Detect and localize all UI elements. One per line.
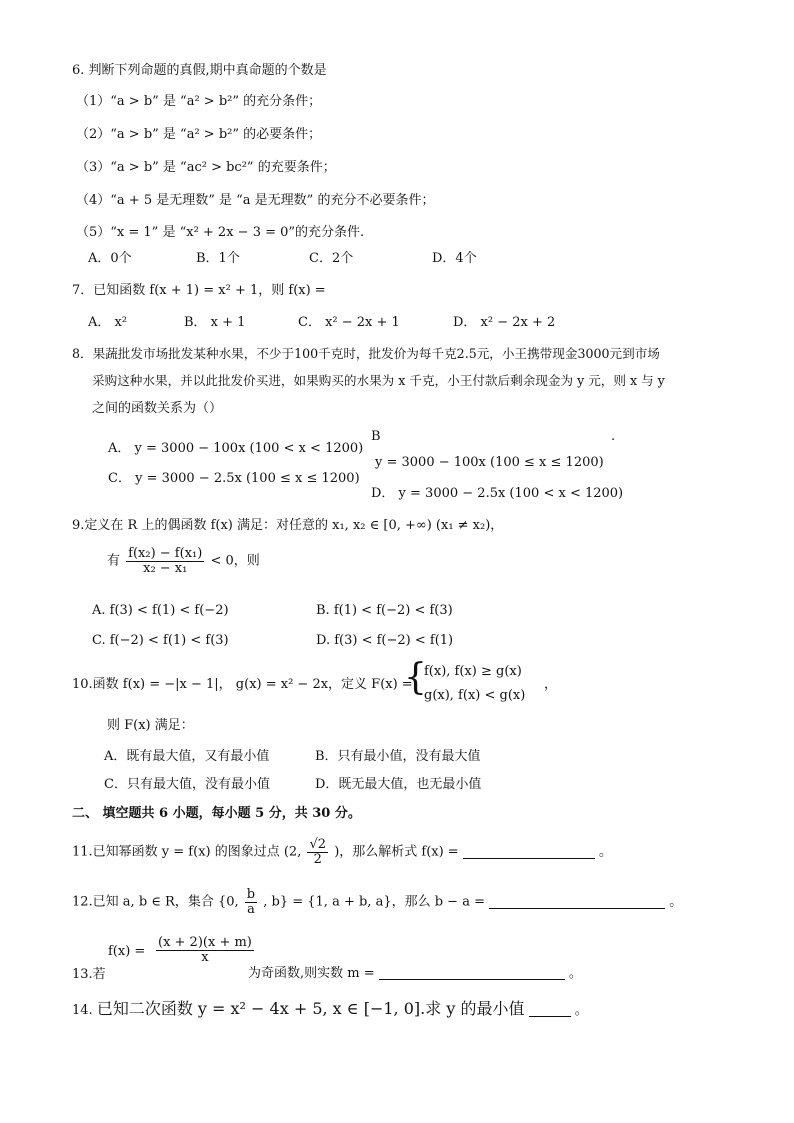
- q13-frac-den: x: [201, 949, 209, 965]
- q6-item-1: （1）“a > b” 是 “a² > b²” 的充分条件；: [76, 94, 322, 109]
- q10-option-d: D．既无最大值，也无最小值: [315, 777, 482, 792]
- q8-line-3: 之间的函数关系为（）: [92, 401, 223, 416]
- q10-option-c: C．只有最大值，没有最小值: [104, 777, 270, 792]
- q8-line-2: 采购这种水果，并以此批发价买进，如果购买的水果为 x 千克，小王付款后剩余现金为 y 元，则 x 与 y: [92, 373, 665, 388]
- q12-frac-den: a: [247, 901, 255, 917]
- q12-fraction: [245, 888, 257, 916]
- q8-line-1: 8．果蔬批发市场批发某种水果，不少于100千克时，批发价为每千克2.5元，小王携带现金3000元到市场: [72, 346, 660, 361]
- q9-cond-prefix: 有: [107, 553, 121, 569]
- q11-frac-num: √2: [309, 837, 327, 852]
- q9-frac-num: f(x₂) − f(x₁): [128, 546, 203, 561]
- q14-answer-blank[interactable]: [529, 1002, 571, 1017]
- q10-option-a: A．既有最大值，又有最小值: [104, 749, 270, 764]
- q12-answer-blank[interactable]: [489, 894, 665, 909]
- q12-line: [72, 888, 682, 916]
- q6-item-4: （4）“a + 5 是无理数” 是 “a 是无理数” 的充分不必要条件；: [76, 193, 435, 208]
- q10-then: 则 F(x) 满足：: [107, 718, 194, 733]
- q11-end: 。: [599, 844, 613, 860]
- q7-option-b: B． x + 1: [184, 315, 246, 330]
- q9-frac-den: x₂ − x₁: [143, 560, 188, 576]
- q12-end: 。: [669, 894, 683, 910]
- q14-number: 14.: [72, 1003, 93, 1018]
- q10-stem: 10.函数 f(x) = −|x − 1|， g(x) = x² − 2x，定义 F(x) =: [72, 677, 413, 692]
- q8-option-a: A． y = 3000 − 100x (100 < x < 1200): [108, 441, 364, 456]
- q7-option-d: D． x² − 2x + 2: [453, 315, 556, 330]
- q11-answer-blank[interactable]: [463, 844, 595, 859]
- q14-text: 已知二次函数 y = x² − 4x + 5, x ∈ [−1, 0].求 y 的最小值: [96, 999, 525, 1018]
- q6-option-d: D．4个: [432, 251, 477, 266]
- q6-stem: 6. 判断下列命题的真假,期中真命题的个数是: [72, 63, 327, 78]
- q13-fx: f(x) =: [108, 944, 146, 959]
- q9-condition: [107, 547, 260, 575]
- q12-suffix: , b} = {1, a + b, a}，那么 b − a =: [263, 894, 485, 910]
- q6-item-3: （3）“a > b” 是 “ac² > bc²” 的充要条件；: [76, 160, 336, 175]
- q8-option-b-label: B: [371, 429, 381, 444]
- q13-fraction: [154, 936, 256, 964]
- q12-frac-num: b: [246, 887, 256, 902]
- q6-option-b: B．1个: [196, 251, 240, 266]
- q13-suffix: 为奇函数,则实数 m =: [248, 966, 375, 981]
- q13-end: 。: [568, 966, 582, 981]
- q7-option-a: A． x²: [88, 315, 128, 330]
- q8-option-b-dot: .: [611, 429, 616, 444]
- q7-option-c: C． x² − 2x + 1: [298, 315, 400, 330]
- q6-option-c: C．2个: [309, 251, 354, 266]
- q8-option-b: y = 3000 − 100x (100 ≤ x ≤ 1200): [375, 455, 604, 470]
- q7-stem: 7．已知函数 f(x + 1) = x² + 1，则 f(x) =: [72, 283, 326, 298]
- q6-item-2: （2）“a > b” 是 “a² > b²” 的必要条件；: [76, 127, 322, 142]
- q10-option-b: B．只有最小值，没有最大值: [315, 749, 481, 764]
- q10-comma: ，: [544, 677, 558, 692]
- q12-prefix: 12.已知 a, b ∈ R，集合 {0,: [72, 894, 239, 910]
- q11-prefix: 11.已知幂函数 y = f(x) 的图象过点 (2,: [72, 844, 302, 860]
- q13-prefix: 13.若: [72, 967, 106, 982]
- q9-option-b: B. f(1) < f(−2) < f(3): [316, 603, 453, 618]
- q13-line: [248, 965, 582, 982]
- q9-stem: 9.定义在 R 上的偶函数 f(x) 满足：对任意的 x₁, x₂ ∈ [0, +∞) (x₁ ≠ x₂)，: [72, 518, 504, 533]
- q10-case-2: g(x), f(x) < g(x): [424, 688, 526, 703]
- q13-frac: [156, 936, 254, 964]
- section-2-heading: 二、 填空题共 6 小题，每小题 5 分，共 30 分。: [72, 806, 361, 821]
- q8-option-c: C． y = 3000 − 2.5x (100 ≤ x ≤ 1200): [108, 471, 360, 486]
- q11-frac-den: 2: [313, 851, 322, 867]
- q10-case-1: f(x), f(x) ≥ g(x): [424, 664, 522, 679]
- q14-end: 。: [574, 1003, 588, 1018]
- q10-brace: {: [404, 657, 427, 698]
- q8-option-d: D． y = 3000 − 2.5x (100 < x < 1200): [371, 486, 624, 501]
- q9-fraction: [126, 547, 204, 575]
- q9-option-c: C. f(−2) < f(1) < f(3): [92, 633, 229, 648]
- q14-line: [72, 999, 588, 1019]
- q13-frac-num: (x + 2)(x + m): [158, 935, 252, 950]
- q9-cond-suffix: < 0，则: [210, 553, 260, 569]
- q9-option-a: A. f(3) < f(1) < f(−2): [92, 603, 229, 618]
- q6-item-5: （5）“x = 1” 是 “x² + 2x − 3 = 0”的充分条件.: [76, 225, 365, 240]
- q9-option-d: D. f(3) < f(−2) < f(1): [316, 633, 454, 648]
- q11-suffix: )，那么解析式 f(x) =: [334, 844, 459, 860]
- q6-option-a: A．0个: [88, 251, 132, 266]
- q11-line: [72, 838, 612, 866]
- q11-fraction: [307, 838, 328, 866]
- q13-answer-blank[interactable]: [379, 965, 565, 980]
